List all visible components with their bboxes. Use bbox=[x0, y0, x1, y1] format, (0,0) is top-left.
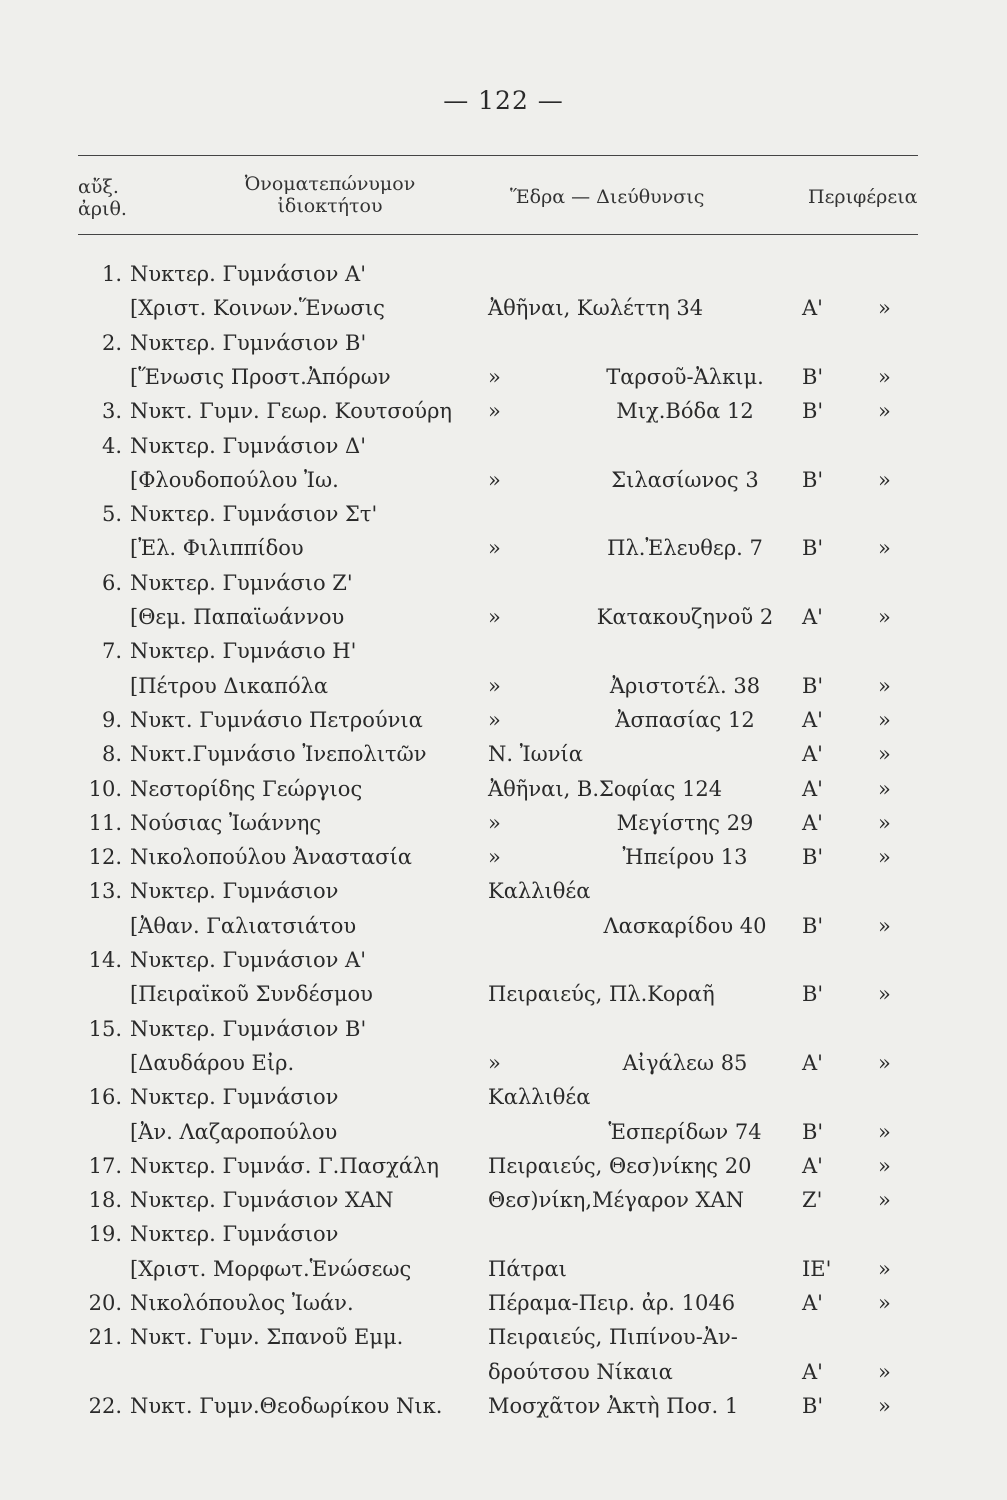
table-row bbox=[0, 1154, 1007, 1188]
row-street: Κατακουζηνοῦ 2 bbox=[596, 605, 774, 629]
row-place: Ἀθῆναι, Β.Σοφίας 124 bbox=[488, 776, 723, 801]
row-name: [Θεμ. Παπαϊωάννου bbox=[130, 605, 345, 629]
row-place: » bbox=[488, 707, 501, 732]
row-number: 7. bbox=[101, 639, 122, 664]
row-street: Λασκαρίδου 40 bbox=[603, 913, 767, 938]
row-district: Α' bbox=[802, 742, 823, 767]
row-number: 4. bbox=[101, 433, 122, 458]
row-name: [Ἕνωσις Προστ.Ἀπόρων bbox=[130, 364, 391, 389]
row-place: Θεσ)νίκη,Μέγαρον ΧΑΝ bbox=[488, 1188, 745, 1213]
table-row bbox=[0, 1360, 1007, 1394]
row-number: 17. bbox=[88, 1153, 122, 1178]
row-number: 11. bbox=[88, 810, 122, 835]
row-district: Ζ' bbox=[802, 1188, 823, 1213]
row-number: 15. bbox=[88, 1016, 122, 1041]
row-street: Μεγίστης 29 bbox=[616, 810, 754, 835]
table-row bbox=[0, 639, 1007, 673]
table-row bbox=[0, 777, 1007, 811]
row-name: [Φλουδοπούλου Ἰω. bbox=[130, 467, 339, 492]
row-ditto: » bbox=[878, 1393, 891, 1418]
row-place: Πειραιεύς, Θεσ)νίκης 20 bbox=[488, 1153, 752, 1178]
row-ditto: » bbox=[878, 296, 891, 321]
row-district: Β' bbox=[802, 467, 824, 492]
row-ditto: » bbox=[878, 1291, 891, 1315]
table-row bbox=[0, 434, 1007, 468]
row-number: 18. bbox=[88, 1188, 122, 1213]
row-district: Β' bbox=[802, 1119, 824, 1144]
row-district: Β' bbox=[802, 1393, 824, 1418]
row-ditto: » bbox=[878, 742, 891, 767]
row-number: 22. bbox=[88, 1393, 122, 1418]
table-row bbox=[0, 502, 1007, 536]
header-num bbox=[78, 176, 127, 220]
row-name: Νυκτ. Γυμνάσιο Πετρούνια bbox=[130, 707, 423, 732]
row-place: Ν. Ἰωνία bbox=[488, 742, 583, 767]
row-name: Νυκτερ. Γυμνάσιον bbox=[130, 1085, 339, 1110]
row-district: Β' bbox=[802, 536, 824, 561]
row-name: Νούσιας Ἰωάννης bbox=[130, 810, 322, 835]
row-district: Α' bbox=[802, 1153, 823, 1178]
row-ditto: » bbox=[878, 810, 891, 835]
row-name: Νυκτερ. Γυμνάσιον Δ' bbox=[130, 433, 366, 458]
table-row bbox=[0, 845, 1007, 879]
header-seat: Ἕδρα — Διεύθυνσις bbox=[510, 186, 705, 208]
row-district: Β' bbox=[802, 364, 824, 389]
row-name: [Δαυδάρου Εἰρ. bbox=[130, 1050, 295, 1075]
table-row bbox=[0, 1222, 1007, 1256]
row-place: Καλλιθέα bbox=[488, 1085, 591, 1110]
row-ditto: » bbox=[878, 673, 891, 698]
table-row bbox=[0, 571, 1007, 605]
row-number: 8. bbox=[101, 742, 122, 767]
row-district: Α' bbox=[802, 810, 823, 835]
row-district: Α' bbox=[802, 605, 823, 629]
row-name: [Χριστ. Μορφωτ.Ἑνώσεως bbox=[130, 1256, 412, 1281]
table-row bbox=[0, 365, 1007, 399]
table-row bbox=[0, 331, 1007, 365]
row-name: [Ἀθαν. Γαλιατσιάτου bbox=[130, 913, 357, 938]
row-number: 1. bbox=[101, 262, 122, 286]
row-place: » bbox=[488, 810, 501, 835]
row-name: Νυκτερ. Γυμνάσιο Ζ' bbox=[130, 570, 353, 595]
row-ditto: » bbox=[878, 605, 891, 629]
row-number: 6. bbox=[101, 570, 122, 595]
header-rule-bottom bbox=[78, 234, 918, 235]
row-district: Α' bbox=[802, 1050, 823, 1075]
row-place: Πειραιεύς, Πιπίνου-Ἀν- bbox=[488, 1325, 738, 1350]
row-place: » bbox=[488, 605, 501, 629]
row-name: Νυκτ. Γυμν. Σπανοῦ Εμμ. bbox=[130, 1325, 404, 1350]
row-name: Νυκτερ. Γυμνάσιον Β' bbox=[130, 1016, 367, 1041]
row-ditto: » bbox=[878, 845, 891, 870]
row-street: Πλ.Ἐλευθερ. 7 bbox=[607, 536, 763, 561]
row-number: 10. bbox=[88, 776, 122, 801]
row-place: » bbox=[488, 399, 501, 424]
table-row bbox=[0, 708, 1007, 742]
row-place: » bbox=[488, 364, 501, 389]
table-row bbox=[0, 1120, 1007, 1154]
row-ditto: » bbox=[878, 982, 891, 1007]
row-place: » bbox=[488, 1050, 501, 1075]
table-row bbox=[0, 1394, 1007, 1428]
table-row bbox=[0, 399, 1007, 433]
row-place: Ἀθῆναι, Κωλέττη 34 bbox=[488, 296, 704, 321]
row-street: Ἀσπασίας 12 bbox=[615, 707, 755, 732]
header-num-line2: ἀριθ. bbox=[78, 198, 127, 220]
row-district: Α' bbox=[802, 1291, 823, 1315]
row-ditto: » bbox=[878, 1050, 891, 1075]
row-name: Νεστορίδης Γεώργιος bbox=[130, 776, 363, 801]
row-district: Β' bbox=[802, 913, 824, 938]
header-rule-top bbox=[78, 155, 918, 156]
row-name: [Πειραϊκοῦ Συνδέσμου bbox=[130, 982, 373, 1007]
row-name: Νυκτερ. Γυμνάσιο Η' bbox=[130, 639, 357, 664]
table-row bbox=[0, 1188, 1007, 1222]
row-ditto: » bbox=[878, 364, 891, 389]
row-district: Α' bbox=[802, 296, 823, 321]
table-row bbox=[0, 914, 1007, 948]
table-row bbox=[0, 262, 1007, 296]
row-district: Α' bbox=[802, 707, 823, 732]
table-row bbox=[0, 1051, 1007, 1085]
table-row bbox=[0, 811, 1007, 845]
row-name: Νυκτ. Γυμν. Γεωρ. Κουτσούρη bbox=[130, 399, 452, 424]
row-ditto: » bbox=[878, 1119, 891, 1144]
row-number: 19. bbox=[88, 1222, 122, 1247]
table-row bbox=[0, 536, 1007, 570]
row-name: [Ἀν. Λαζαροπούλου bbox=[130, 1119, 338, 1144]
row-number: 2. bbox=[101, 330, 122, 355]
row-number: 5. bbox=[101, 502, 122, 527]
row-street: Μιχ.Βόδα 12 bbox=[616, 399, 754, 424]
table-row bbox=[0, 674, 1007, 708]
row-street: Ἠπείρου 13 bbox=[622, 845, 748, 870]
row-name: [Πέτρου Δικαπόλα bbox=[130, 673, 329, 698]
row-name: Νυκτερ. Γυμνάσιον bbox=[130, 1222, 339, 1247]
row-name: Νυκτ. Γυμν.Θεοδωρίκου Νικ. bbox=[130, 1393, 443, 1418]
row-ditto: » bbox=[878, 1153, 891, 1178]
row-number: 20. bbox=[88, 1291, 122, 1315]
row-number: 3. bbox=[101, 399, 122, 424]
row-name: Νυκτερ. Γυμνάσιον Α' bbox=[130, 948, 366, 972]
row-place: » bbox=[488, 673, 501, 698]
row-ditto: » bbox=[878, 707, 891, 732]
row-place: Πάτραι bbox=[488, 1256, 567, 1281]
row-district: Β' bbox=[802, 673, 824, 698]
row-district: Β' bbox=[802, 399, 824, 424]
row-name: Νυκτερ. Γυμνάσιον ΧΑΝ bbox=[130, 1188, 394, 1213]
row-place: Πέραμα-Πειρ. ἀρ. 1046 bbox=[488, 1291, 736, 1315]
row-name: [Χριστ. Κοινων.Ἕνωσις bbox=[130, 296, 385, 321]
row-name: Νυκτερ. Γυμνάσ. Γ.Πασχάλη bbox=[130, 1153, 439, 1178]
table-row bbox=[0, 742, 1007, 776]
row-name: Νυκτερ. Γυμνάσιον Α' bbox=[130, 262, 366, 286]
row-place: » bbox=[488, 467, 501, 492]
row-ditto: » bbox=[878, 913, 891, 938]
table-row bbox=[0, 605, 1007, 639]
row-name: Νυκτερ. Γυμνάσιον bbox=[130, 879, 339, 904]
row-ditto: » bbox=[878, 1359, 891, 1384]
header-name-line2: ἰδιοκτήτου bbox=[277, 195, 383, 217]
table-row bbox=[0, 468, 1007, 502]
table-row bbox=[0, 1257, 1007, 1291]
row-ditto: » bbox=[878, 1256, 891, 1281]
table-row bbox=[0, 1085, 1007, 1119]
row-number: 12. bbox=[88, 845, 122, 870]
row-district: Β' bbox=[802, 845, 824, 870]
row-district: ΙΕ' bbox=[802, 1256, 832, 1281]
row-street: Αἰγάλεω 85 bbox=[622, 1050, 748, 1075]
row-place: Καλλιθέα bbox=[488, 879, 591, 904]
row-ditto: » bbox=[878, 1188, 891, 1213]
row-number: 14. bbox=[88, 948, 122, 972]
table-row bbox=[0, 879, 1007, 913]
row-number: 13. bbox=[88, 879, 122, 904]
table-row bbox=[0, 296, 1007, 330]
row-place: Πειραιεύς, Πλ.Κοραῆ bbox=[488, 982, 715, 1007]
row-place: δρούτσου Νίκαια bbox=[488, 1359, 673, 1384]
row-place: » bbox=[488, 536, 501, 561]
table-row bbox=[0, 1325, 1007, 1359]
row-name: Νυκτερ. Γυμνάσιον Β' bbox=[130, 330, 367, 355]
row-ditto: » bbox=[878, 536, 891, 561]
table-row bbox=[0, 948, 1007, 982]
row-number: 16. bbox=[88, 1085, 122, 1110]
row-street: Ταρσοῦ-Ἀλκιμ. bbox=[606, 364, 764, 389]
row-number: 9. bbox=[101, 707, 122, 732]
row-district: Α' bbox=[802, 776, 823, 801]
table-row bbox=[0, 1291, 1007, 1325]
row-street: Ἀριστοτέλ. 38 bbox=[609, 673, 761, 698]
row-name: [Ἐλ. Φιλιππίδου bbox=[130, 536, 304, 561]
row-district: Α' bbox=[802, 1359, 823, 1384]
row-street: Σιλασίωνος 3 bbox=[611, 467, 759, 492]
row-place: » bbox=[488, 845, 501, 870]
row-ditto: » bbox=[878, 399, 891, 424]
row-name: Νικολόπουλος Ἰωάν. bbox=[130, 1291, 354, 1315]
header-num-line1: αὔξ. bbox=[78, 176, 119, 198]
row-name: Νικολοπούλου Ἀναστασία bbox=[130, 845, 412, 870]
row-ditto: » bbox=[878, 467, 891, 492]
row-name: Νυκτ.Γυμνάσιο Ἰνεπολιτῶν bbox=[130, 742, 427, 767]
row-place: Μοσχᾶτον Ἀκτὴ Ποσ. 1 bbox=[488, 1393, 739, 1418]
row-street: Ἑσπερίδων 74 bbox=[608, 1119, 762, 1144]
row-district: Β' bbox=[802, 982, 824, 1007]
row-number: 21. bbox=[88, 1325, 122, 1350]
header-name-line1: Ὀνοματεπώνυμον bbox=[244, 173, 416, 195]
page-number: — 122 — bbox=[443, 86, 564, 115]
header-name bbox=[210, 173, 450, 217]
header-region: Περιφέρεια bbox=[808, 186, 918, 208]
table-row bbox=[0, 982, 1007, 1016]
row-ditto: » bbox=[878, 776, 891, 801]
table-row bbox=[0, 1017, 1007, 1051]
row-name: Νυκτερ. Γυμνάσιον Στ' bbox=[130, 502, 378, 527]
